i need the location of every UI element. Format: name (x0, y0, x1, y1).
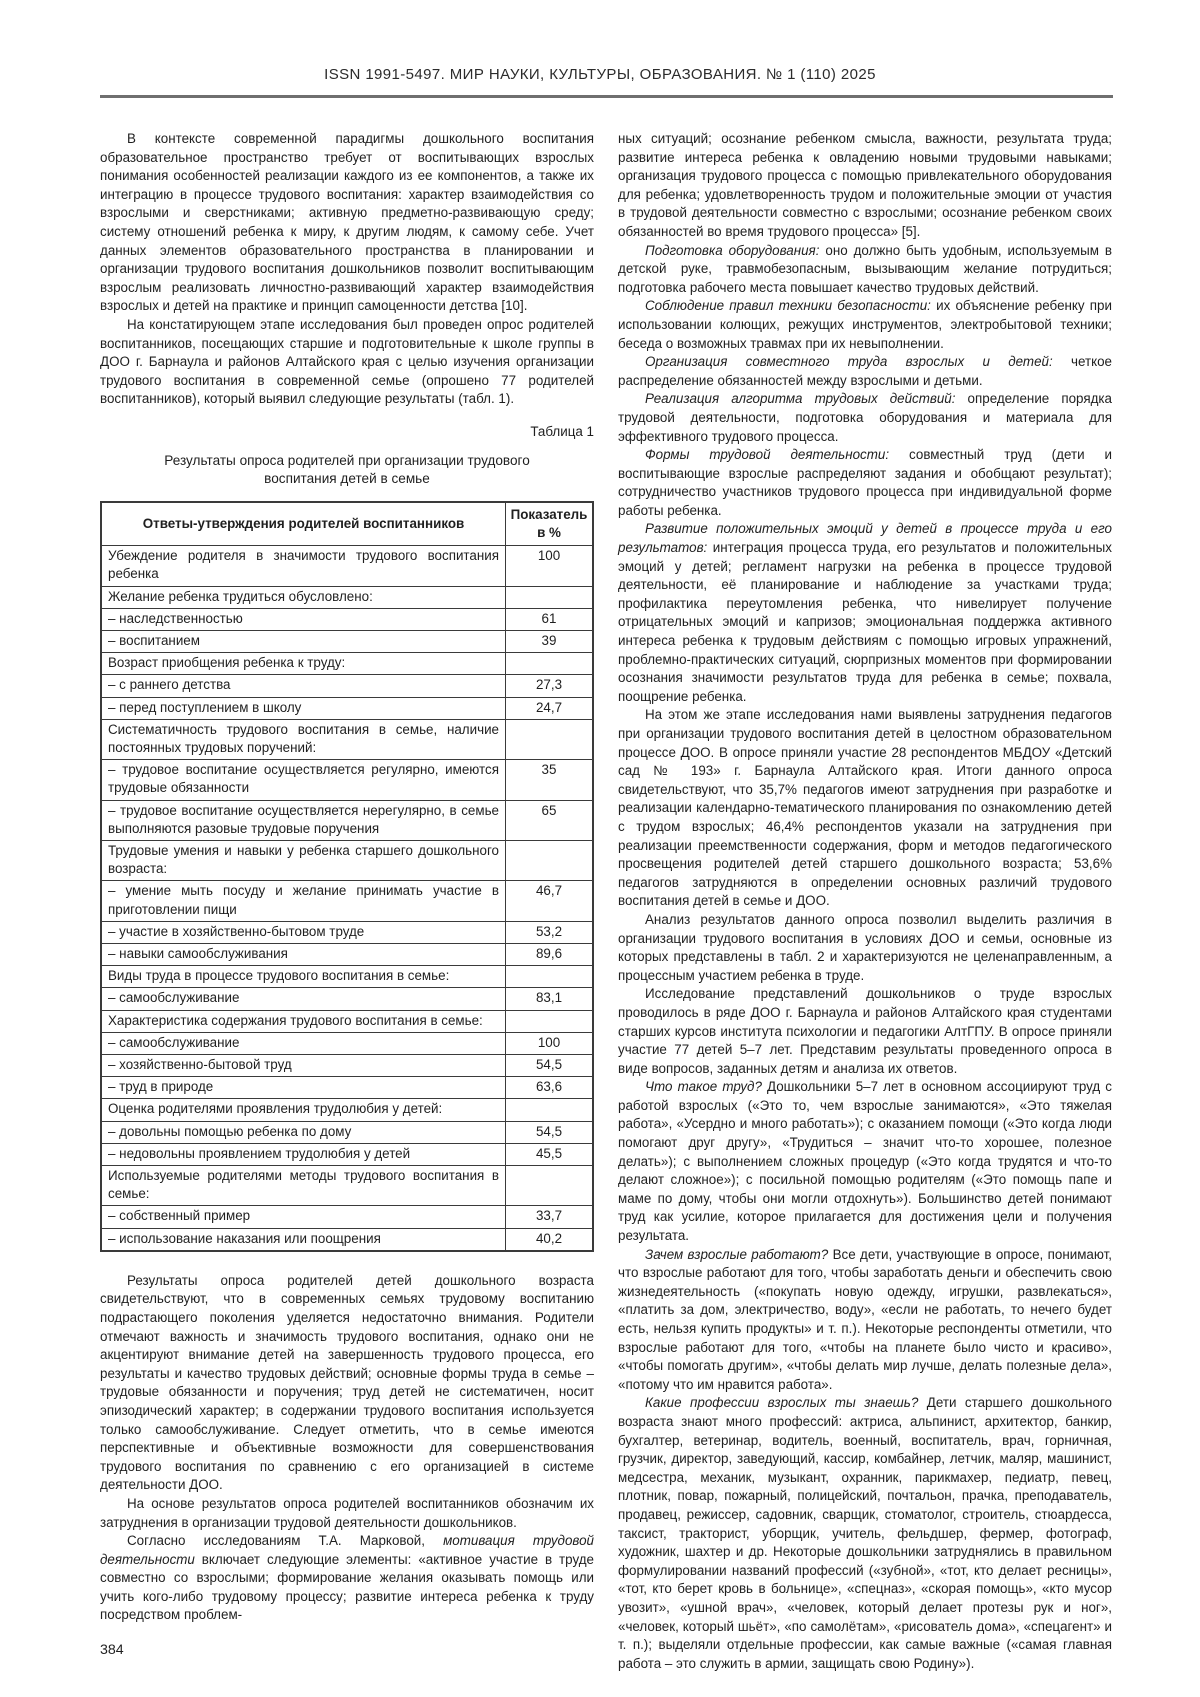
paragraph (618, 1078, 1112, 1245)
table-row (101, 1121, 593, 1143)
table-row (101, 881, 593, 921)
paragraph (618, 520, 1112, 706)
paragraph-text: Дошкольники 5–7 лет в основном ассоциируют труд с работой взрослых («Это то, чем взрослые занимаются», «Это тяжелая работа», «Усердно и много работать»); с оказанием помощи («Это когда люди помогают друг другу», «Трудиться – значит что-то хорошее, полезное делать»); с выполнением сложных процедур («Это когда трудятся и что-то делают сложное»); с посильной помощью родителям («Это помощь папе и маме по дому, чтобы они могли отдохнуть»). Большинство детей понимают труд как усилие, которое прилагается для достижения цели и получения результата. (618, 1079, 1112, 1244)
paragraph-text: На констатирующем этапе исследования был проведен опрос родителей воспитанников, посещающих старшие и подготовительные к школе группы в ДОО г. Барнаула и районов Алтайского края с целью изучения организации трудового воспитания в современной семье (опрошено 77 родителей воспитанников), который выявил следующие результаты (табл. 1). (100, 316, 594, 407)
row-value (506, 653, 594, 675)
table-header-row (101, 502, 593, 546)
paragraph (100, 1272, 594, 1495)
results-table (100, 501, 594, 1252)
paragraph (618, 911, 1112, 985)
table-row (101, 1077, 593, 1099)
results-table-body (101, 546, 593, 1251)
row-label: Систематичность трудового воспитания в семье, наличие постоянных трудовых поручений: (101, 719, 506, 759)
row-value: 100 (506, 1032, 594, 1054)
row-label: – перед поступлением в школу (101, 697, 506, 719)
table-caption-label: Таблица 1 (530, 423, 594, 439)
table-row (101, 840, 593, 880)
paragraph-text: В контексте современной парадигмы дошкольного воспитания образовательное пространство требует от воспитывающих взрослых понимания особенностей реализации каждого из ее компонентов, а также их интеграцию в процессе трудового воспитания: характер взаимодействия со взрослыми и сверстниками; активную предметно-развивающую среду; систему отношений ребенка к миру, к другим людям, к самому себе. Учет данных элементов образовательного пространства в планировании и организации трудового воспитания дошкольников позволит воспитывающим взрослым реализовать личностно-развивающий характер взаимодействия взрослых и детей на практике и принцип самоценности детства [10]. (100, 131, 594, 314)
table-row (101, 921, 593, 943)
paragraph-text: Дети старшего дошкольного возраста знают много профессий: актриса, альпинист, архитектор, банкир, бухгалтер, ветеринар, водитель, военный, воспитатель, врач, горничная, грузчик, директор, заведующий, кассир, комбайнер, летчик, маляр, машинист, медсестра, механик, музыкант, охранник, парикмахер, педиатр, певец, плотник, повар, пожарный, полицейский, почтальон, прачка, преподаватель, продавец, режиссер, садовник, сварщик, стоматолог, строитель, стюардесса, таксист, тракторист, уборщик, учитель, фельдшер, фермер, фотограф, художник, шахтер и др. Некоторые дошкольники затруднялись в правильном формулировании названий профессий («зубной», «тот, кто делает ресницы», «тот, кто берет кровь в больнице», «спецназ», «скорая помощь», «кто мусор увозит», «ушной врач», «человек, который делает протезы рук и ног», «человек, который шьёт», «по самолётам», «рисователь дома», «спецагент» и т. п.); выделяли отдельные профессии, как самые важные («самая главная работа – это служить в армии, защищать свою Родину»). (618, 1395, 1112, 1671)
row-value: 89,6 (506, 943, 594, 965)
paragraph-text: определение порядка трудовой деятельности, подготовка оборудования и материала для эффективного трудового процесса. (618, 391, 1112, 444)
paragraph-text: Все дети, участвующие в опросе, понимают, что взрослые работают для того, чтобы заработать деньги и обеспечить свою жизнедеятельность («покупать новую одежду, игрушки, развлекаться», «платить за дом, электричество, воду», «если не работать, то нечего будет есть, нельзя купить продукты» и т. п.). Некоторые респонденты отметили, что взрослые работают для того, «чтобы на планете было чисто и красиво», «чтобы помогать другим», «чтобы делать мир лучше, делать полезные дела», «потому что им нравится работа». (618, 1246, 1112, 1392)
row-label: – довольны помощью ребенка по дому (101, 1121, 506, 1143)
row-value: 40,2 (506, 1228, 594, 1251)
row-value: 45,5 (506, 1143, 594, 1165)
left-top-paragraphs (100, 130, 594, 409)
paragraph-term-italic: Какие профессии взрослых ты знаешь? (645, 1395, 919, 1411)
row-value: 100 (506, 546, 594, 586)
header-divider-rule (100, 95, 1113, 98)
paragraph (100, 1532, 594, 1625)
row-label: – с раннего детства (101, 675, 506, 697)
row-value: 65 (506, 800, 594, 840)
left-bottom-paragraphs (100, 1272, 594, 1625)
row-value: 27,3 (506, 675, 594, 697)
paragraph (618, 1246, 1112, 1395)
paragraph-term-italic: мотивация трудовой деятельности (100, 1533, 595, 1567)
table-row (101, 1054, 593, 1076)
table-row (101, 1228, 593, 1251)
row-label: – использование наказания или поощрения (101, 1228, 506, 1251)
table-row (101, 988, 593, 1010)
table-row (101, 943, 593, 965)
paragraph-term-italic: Формы трудовой деятельности: (645, 447, 890, 463)
row-label: – навыки самообслуживания (101, 943, 506, 965)
row-value (506, 840, 594, 880)
table-row (101, 719, 593, 759)
row-value: 54,5 (506, 1054, 594, 1076)
paragraph (618, 353, 1112, 390)
row-value: 46,7 (506, 881, 594, 921)
table-row (101, 760, 593, 800)
table-row (101, 608, 593, 630)
paragraph-text: включает следующие элементы: «активное участие в труде совместно со взрослыми; формирование желания оказывать помощь или учить кого-либо трудовому процессу; развитие интереса ребенка к труду посредством проблем- (100, 1551, 594, 1623)
page-number: 384 (100, 1642, 124, 1659)
row-value (506, 1099, 594, 1121)
row-value: 54,5 (506, 1121, 594, 1143)
paragraph-text: четкое распределение обязанностей между взрослыми и детьми. (618, 354, 1112, 388)
results-table-head (101, 502, 593, 546)
row-label: – наследственностью (101, 608, 506, 630)
row-label: – труд в природе (101, 1077, 506, 1099)
table-row (101, 1099, 593, 1121)
row-value (506, 1165, 594, 1205)
row-label: Убеждение родителя в значимости трудового воспитания ребенка (101, 546, 506, 586)
table-row (101, 1010, 593, 1032)
paragraph-term-italic: Развитие положительных эмоций у детей в процессе труда и его результатов: (618, 521, 1112, 556)
right-column (618, 130, 1112, 1673)
paragraph-text: их объяснение ребенку при использовании колющих, режущих инструментов, электробытовой техники; беседа о возможных травмах при их невыполнении. (618, 298, 1112, 351)
paragraph-text: Исследование представлений дошкольников о труде взрослых проводилось в ряде ДОО г. Барнаула и районов Алтайского края студентами старших курсов института психологии и педагогики АлтГПУ. В опросе приняли участие 77 детей 5–7 лет. Представим результаты проведенного опроса в виде вопросов, заданных детям и анализа их ответов. (618, 986, 1112, 1076)
paragraph (618, 706, 1112, 911)
paragraph (618, 985, 1112, 1078)
table-row (101, 1032, 593, 1054)
row-label: – хозяйственно-бытовой труд (101, 1054, 506, 1076)
paragraph-text: интеграция процесса труда, его результатов и положительных эмоций у детей; регламент нагрузки на ребенка в процессе трудовой деятельности, её планирование и наблюдение за участками труда; профилактика переутомления ребенка, что нивелирует получение отрицательных эмоций и капризов; эмоциональная поддержка активного интереса ребенка к трудовым действиям с помощью игровых упражнений, проблемно-практических ситуаций, сюрпризных моментов при формировании осознания значимости результатов труда для ребенка в семье; похвала, поощрение ребенка. (618, 540, 1112, 704)
row-value (506, 1010, 594, 1032)
paragraph (618, 446, 1112, 520)
table-row (101, 586, 593, 608)
table-row (101, 653, 593, 675)
row-label: Используемые родителями методы трудового воспитания в семье: (101, 1165, 506, 1205)
row-value: 35 (506, 760, 594, 800)
row-label: – собственный пример (101, 1206, 506, 1228)
paragraph-text: совместный труд (дети и воспитывающие взрослые распределяют задания и обобщают результат); сотрудничество участников трудового процесса при индивидуальной форме работы ребенка. (618, 447, 1112, 518)
paragraph (618, 390, 1112, 446)
table-row (101, 966, 593, 988)
row-value (506, 586, 594, 608)
journal-header-line: ISSN 1991-5497. МИР НАУКИ, КУЛЬТУРЫ, ОБРАЗОВАНИЯ. № 1 (110) 2025 (324, 66, 876, 83)
row-label: Желание ребенка трудиться обусловлено: (101, 586, 506, 608)
row-label: – недовольны проявлением трудолюбия у детей (101, 1143, 506, 1165)
row-value: 61 (506, 608, 594, 630)
paragraph-term-italic: Что такое труд? (645, 1079, 762, 1095)
row-value: 33,7 (506, 1206, 594, 1228)
two-column-body (100, 130, 1113, 1673)
paragraph-text: На основе результатов опроса родителей воспитанников обозначим их затруднения в организации трудовой деятельности дошкольников. (100, 1495, 594, 1530)
table-row (101, 800, 593, 840)
row-label: – участие в хозяйственно-бытовом труде (101, 921, 506, 943)
paragraph-text: Анализ результатов данного опроса позволил выделить различия в организации трудового воспитания в условиях ДОО и семьи, основные из которых представлены в табл. 2 и характеризуются не целенаправленным, а процессным участием ребенка в труде. (618, 911, 1112, 983)
row-label: – воспитанием (101, 630, 506, 652)
row-label: – умение мыть посуду и желание принимать участие в приготовлении пищи (101, 881, 506, 921)
row-value (506, 719, 594, 759)
paragraph-lead: Согласно исследованиям Т.А. Марковой, (127, 1533, 444, 1549)
table-header-answers: Ответы-утверждения родителей воспитанников (101, 502, 506, 546)
row-label: – трудовое воспитание осуществляется нерегулярно, в семье выполняются разовые трудовые поручения (101, 800, 506, 840)
paragraph-text: оно должно быть удобным, используемым в детской руке, травмобезопасным, вызывающим желание потрудиться; подготовка рабочего места повышает качество трудовых действий. (618, 242, 1112, 295)
row-label: Возраст приобщения ребенка к труду: (101, 653, 506, 675)
paragraph-text: ных ситуаций; осознание ребенком смысла, важности, результата труда; развитие интереса ребенка к овладению новыми трудовыми навыками; организация трудового процесса с помощью привлекательного оборудования для ребенка; удовлетворенность трудом и положительные эмоции от участия в трудовой деятельности совместно с взрослыми; осознание ребенком своих обязанностей во время трудового процесса» [5]. (618, 131, 1112, 239)
row-label: – самообслуживание (101, 988, 506, 1010)
table-row (101, 1143, 593, 1165)
row-value: 83,1 (506, 988, 594, 1010)
table-row (101, 675, 593, 697)
table-row (101, 1206, 593, 1228)
paragraph (618, 297, 1112, 353)
paragraph-term-italic: Соблюдение правил техники безопасности: (645, 298, 931, 314)
paragraph (618, 130, 1112, 242)
row-label: – трудовое воспитание осуществляется регулярно, имеются трудовые обязанности (101, 760, 506, 800)
table-row (101, 546, 593, 586)
table-row (101, 697, 593, 719)
row-label: – самообслуживание (101, 1032, 506, 1054)
paragraph (618, 242, 1112, 298)
paragraph-term-italic: Реализация алгоритма трудовых действий: (645, 391, 956, 407)
row-value: 39 (506, 630, 594, 652)
row-label: Оценка родителями проявления трудолюбия у детей: (101, 1099, 506, 1121)
paragraph (100, 1495, 594, 1532)
row-label: Виды труда в процессе трудового воспитания в семье: (101, 966, 506, 988)
left-column (100, 130, 594, 1673)
row-value (506, 966, 594, 988)
paragraph-term-italic: Зачем взрослые работают? (645, 1246, 829, 1262)
paragraph-term-italic: Подготовка оборудования: (645, 242, 820, 258)
paragraph-text: Результаты опроса родителей детей дошкольного возраста свидетельствуют, что в современных семьях трудовому воспитанию подрастающего поколения уделяется недостаточно внимания. Родители отмечают важность и значимость трудового воспитания, однако они не акцентируют внимание детей на завершенность трудового процесса, его результаты и качество трудовых действий; основные формы труда в семье – трудовые обязанности и поручения; труд детей не систематичен, носит эпизодический характер; в содержании трудового воспитания используется только самообслуживание. Следует отметить, что в семье имеются перспективные и объективные возможности для совершенствования трудового воспитания по сравнению с его организацией в системе деятельности ДОО. (100, 1272, 594, 1493)
row-label: Характеристика содержания трудового воспитания в семье: (101, 1010, 506, 1032)
table-header-indicator: Показатель в % (506, 502, 594, 546)
row-value: 24,7 (506, 697, 594, 719)
paragraph (100, 316, 594, 409)
paragraph (100, 130, 594, 316)
paragraph-term-italic: Организация совместного труда взрослых и детей: (645, 354, 1053, 370)
table-caption-title: Результаты опроса родителей при организации трудового воспитания детей в семье (164, 452, 530, 487)
paragraph-text: На этом же этапе исследования нами выявлены затруднения педагогов при организации трудового воспитания детей в целостном образовательном процессе ДОО. В опросе приняли участие 28 респондентов МБДОУ «Детский сад № 193» г. Барнаула Алтайского края. Итоги данного опроса свидетельствуют, что 35,7% педагогов имеют затруднения при разработке и реализации календарно-тематического планирования по ознакомлению детей с трудом взрослых; 46,4% респондентов указали на затруднения при реализации преемственности содержания, форм и методов педагогического просвещения родителей детей старшего дошкольного возраста; 53,6% педагогов затрудняются в определении основных различий трудового воспитания детей в семье и ДОО. (618, 707, 1112, 909)
row-value: 53,2 (506, 921, 594, 943)
row-label: Трудовые умения и навыки у ребенка старшего дошкольного возраста: (101, 840, 506, 880)
row-value: 63,6 (506, 1077, 594, 1099)
paragraph (618, 1394, 1112, 1673)
table-row (101, 1165, 593, 1205)
table-row (101, 630, 593, 652)
